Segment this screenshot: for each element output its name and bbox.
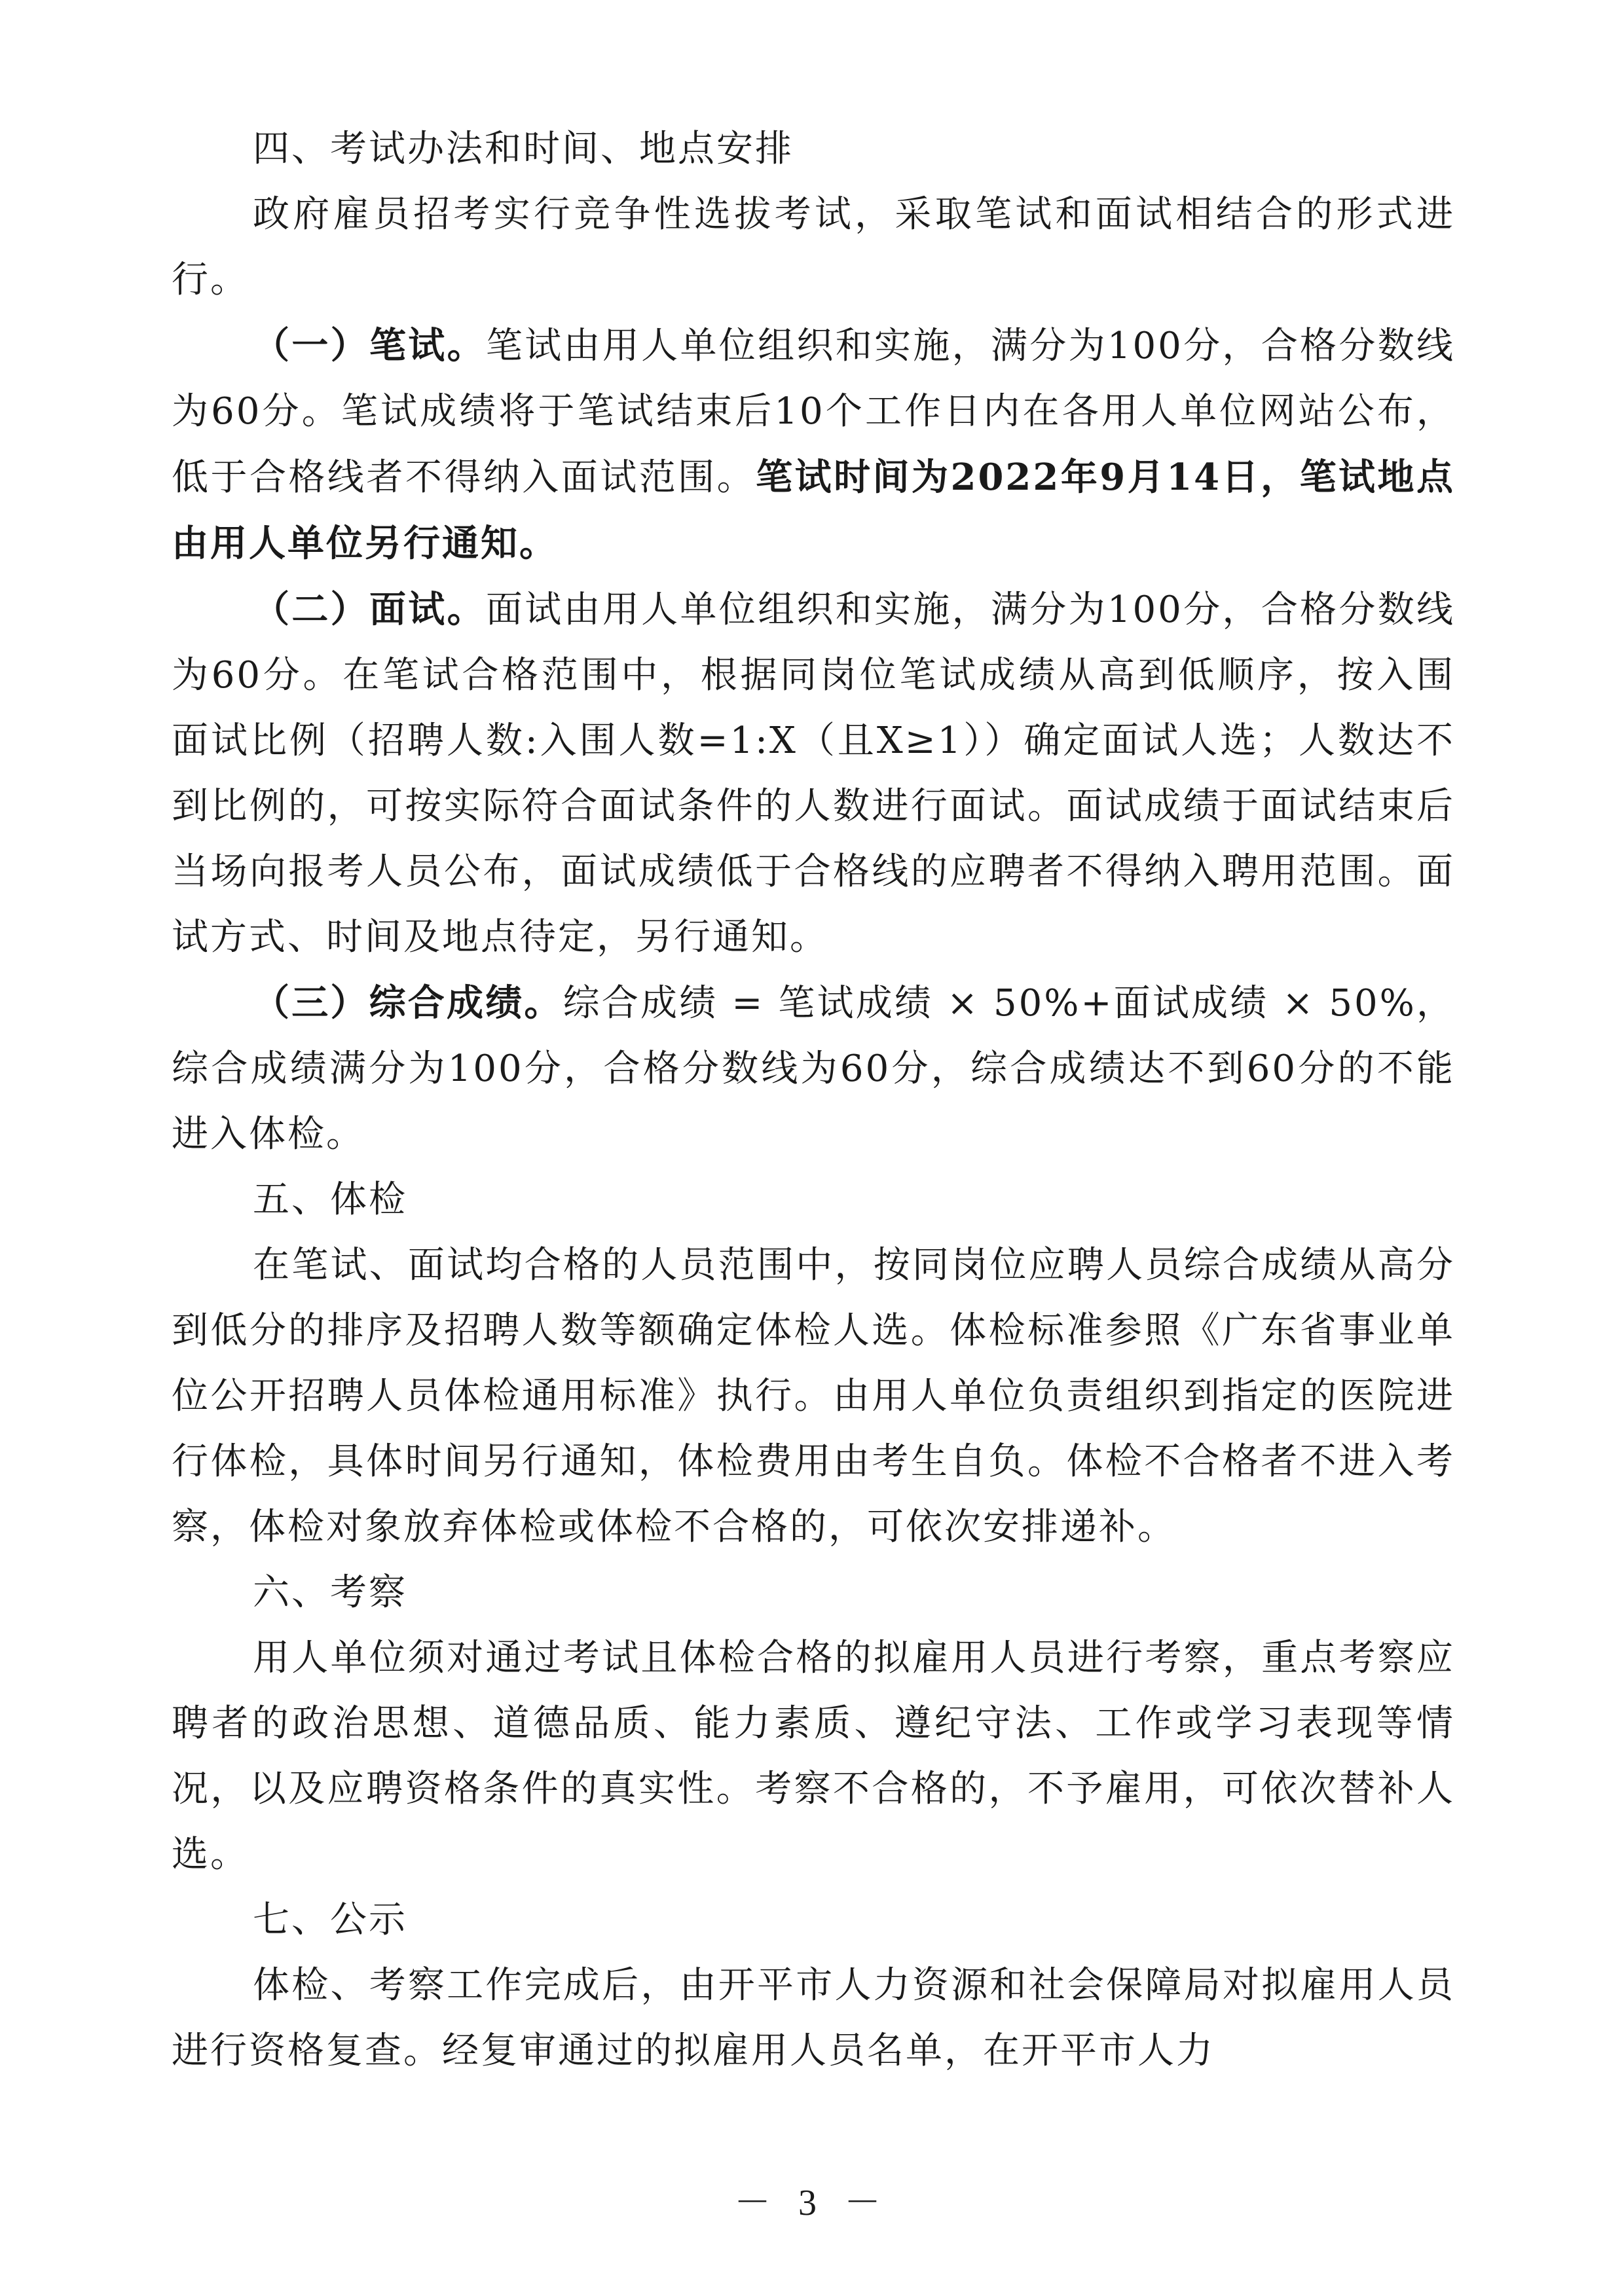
document-body — [172, 117, 1455, 2084]
section-6-heading: 六、考察 — [253, 1571, 407, 1614]
section-6-text: 用人单位须对通过考试且体检合格的拟雇用人员进行考察，重点考察应聘者的政治思想、道德品质、能力素质、遵纪守法、工作或学习表现等情况，以及应聘资格条件的真实性。考察不合格的，不予雇用，可依次替补人选。 — [172, 1637, 1455, 1876]
section-4-heading: 四、考试办法和时间、地点安排 — [253, 128, 794, 170]
interview-text: 面试由用人单位组织和实施，满分为100分，合格分数线为60分。在笔试合格范围中，根据同岗位笔试成绩从高到低顺序，按入围面试比例（招聘人数:入围人数=1:X（且X≥1））确定面试人选；人数达不到比例的，可按实际符合面试条件的人数进行面试。面试成绩于面试结束后当场向报考人员公布，面试成绩低于合格线的应聘者不得纳入聘用范围。面试方式、时间及地点待定，另行通知。 — [172, 589, 1456, 958]
composite-score-text: 综合成绩 = 笔试成绩 × 50%+面试成绩 × 50%，综合成绩满分为100分，合格分数线为60分，综合成绩达不到60分的不能进入体检。 — [172, 982, 1455, 1156]
interview-paragraph — [172, 577, 1455, 970]
composite-score-paragraph — [172, 970, 1455, 1167]
section-7-text: 体检、考察工作完成后，由开平市人力资源和社会保障局对拟雇用人员进行资格复查。经复审通过的拟雇用人员名单，在开平市人力 — [172, 1964, 1455, 2072]
written-exam-paragraph — [172, 313, 1455, 577]
section-5-heading: 五、体检 — [253, 1178, 407, 1221]
interview-title: （二）面试。 — [253, 588, 486, 631]
written-exam-text: 笔试由用人单位组织和实施，满分为100分，合格分数线为60分。笔试成绩将于笔试结束后10个工作日内在各用人单位网站公布，低于合格线者不得纳入面试范围。 — [172, 325, 1456, 499]
section-5-text: 在笔试、面试均合格的人员范围中，按同岗位应聘人员综合成绩从高分到低分的排序及招聘人数等额确定体检人选。体检标准参照《广东省事业单位公开招聘人员体检通用标准》执行。由用人单位负责组织到指定的医院进行体检，具体时间另行通知，体检费用由考生自负。体检不合格者不进入考察，体检对象放弃体检或体检不合格的，可依次安排递补。 — [172, 1244, 1455, 1548]
composite-score-title: （三）综合成绩。 — [253, 981, 563, 1025]
section-4-intro: 政府雇员招考实行竞争性选拔考试，采取笔试和面试相结合的形式进行。 — [172, 193, 1455, 301]
section-7-heading: 七、公示 — [253, 1899, 407, 1941]
written-exam-title: （一）笔试。 — [253, 324, 486, 367]
written-exam-date-emphasis: 笔试时间为2022年9月14日，笔试地点由用人单位另行通知。 — [172, 456, 1455, 565]
page-number: － 3 － — [734, 2183, 890, 2223]
